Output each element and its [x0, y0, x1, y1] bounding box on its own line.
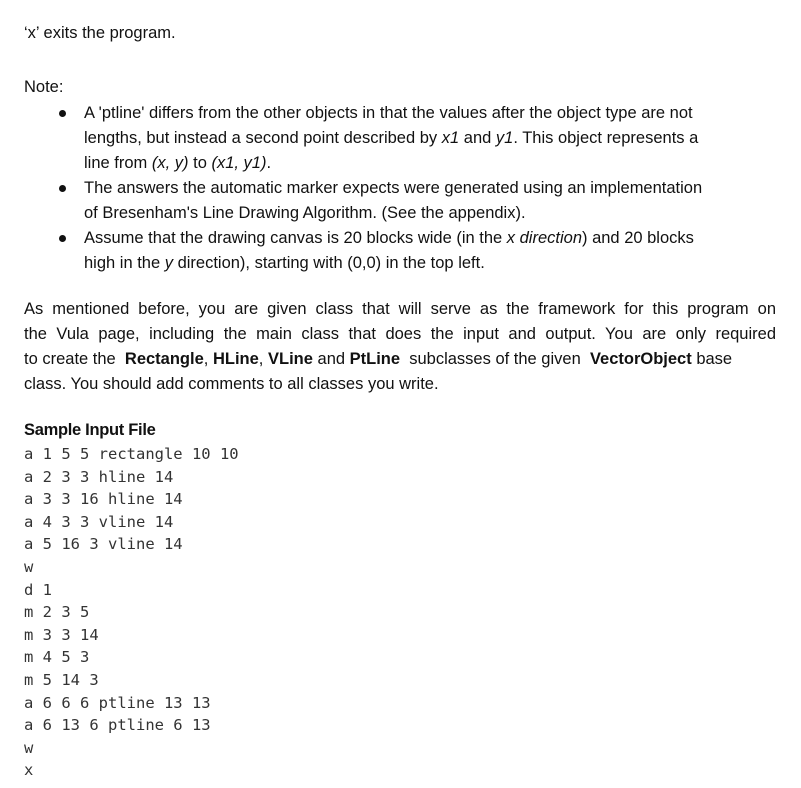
paragraph-line: the Vula page, including the main class that does the input and output. You are only required — [24, 325, 776, 343]
code-line: m 4 5 3 — [24, 648, 90, 667]
note-bullet-bresenham — [24, 176, 780, 226]
math-variable: (x1, y1) — [211, 154, 267, 172]
framework-paragraph — [24, 297, 776, 397]
code-line: a 4 3 3 vline 14 — [24, 512, 174, 531]
code-line: x — [24, 761, 34, 780]
class-name-hline: HLine — [212, 350, 259, 368]
bullet-line: lengths, but instead a second point described by x1 and y1. This object represents a — [84, 129, 699, 147]
code-line: w — [24, 557, 34, 576]
exit-instruction: ‘x’ exits the program. — [24, 24, 176, 42]
class-name-vline: VLine — [267, 350, 313, 368]
bullet-dot-icon — [59, 235, 66, 242]
bullet-dot-icon — [59, 110, 66, 117]
math-variable: y1 — [495, 129, 514, 147]
paragraph-fragment: subclasses of the given — [409, 350, 581, 368]
sample-input-heading: Sample Input File — [24, 421, 156, 439]
math-variable: x1 — [441, 129, 460, 147]
code-line: d 1 — [24, 580, 52, 599]
bullet-dot-icon — [59, 185, 66, 192]
note-label: Note: — [24, 78, 64, 96]
math-variable: (x, y) — [151, 154, 189, 172]
note-bullet-canvas — [24, 226, 780, 276]
code-line: a 2 3 3 hline 14 — [24, 467, 174, 486]
bullet-line: line from (x, y) to (x1, y1). — [84, 154, 272, 172]
class-name-vectorobject: VectorObject — [589, 350, 692, 368]
paragraph-fragment: to create the — [24, 350, 116, 368]
bullet-line: A 'ptline' differs from the other objects in that the values after the object type are not — [84, 104, 693, 122]
code-line: m 2 3 5 — [24, 603, 90, 622]
code-line: a 6 13 6 ptline 6 13 — [24, 716, 211, 735]
paragraph-line — [24, 347, 776, 372]
code-line: w — [24, 738, 34, 757]
paragraph-fragment: base — [696, 350, 733, 368]
class-name-rectangle: Rectangle — [124, 350, 204, 368]
note-bullet-ptline — [24, 101, 780, 176]
paragraph-fragment: , — [203, 350, 209, 368]
code-line: a 3 3 16 hline 14 — [24, 490, 183, 509]
code-line: a 6 6 6 ptline 13 13 — [24, 693, 211, 712]
math-variable: x direction — [506, 229, 582, 247]
paragraph-line: As mentioned before, you are given class that will serve as the framework for this program on — [24, 300, 776, 318]
code-line: m 3 3 14 — [24, 625, 99, 644]
bullet-line: high in the y direction), starting with (0,0) in the top left. — [84, 254, 485, 272]
bullet-line: of Bresenham's Line Drawing Algorithm. (See the appendix). — [84, 204, 526, 222]
paragraph-fragment: and — [317, 350, 346, 368]
bullet-line: The answers the automatic marker expects were generated using an implementation — [84, 179, 703, 197]
note-bullet-list — [24, 101, 780, 276]
paragraph-fragment: , — [258, 350, 264, 368]
code-line: a 1 5 5 rectangle 10 10 — [24, 445, 239, 463]
sample-input-code — [24, 443, 239, 782]
class-name-ptline: PtLine — [349, 350, 401, 368]
math-variable: y — [164, 254, 173, 272]
code-line: a 5 16 3 vline 14 — [24, 535, 183, 554]
code-line: m 5 14 3 — [24, 670, 99, 689]
paragraph-line: class. You should add comments to all classes you write. — [24, 375, 439, 393]
bullet-line: Assume that the drawing canvas is 20 blocks wide (in the x direction) and 20 blocks — [84, 229, 694, 247]
